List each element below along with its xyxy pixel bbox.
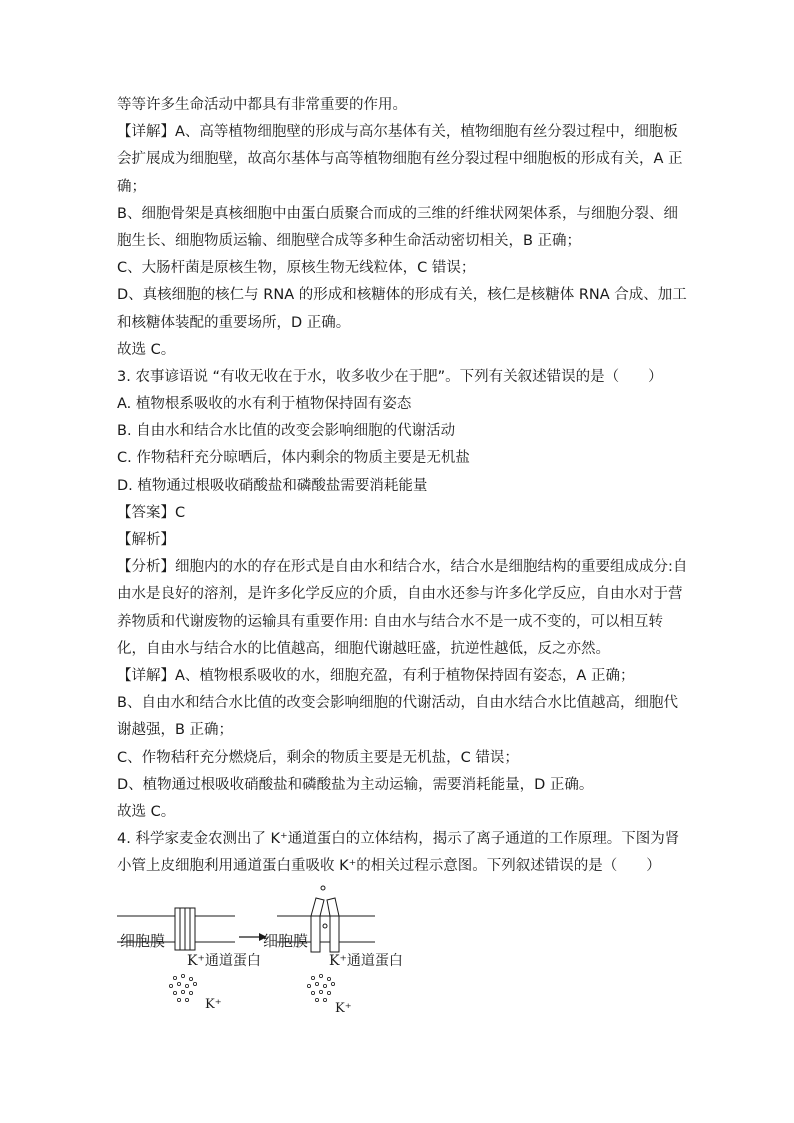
text-line: 【分析】细胞内的水的存在形式是自由水和结合水，结合水是细胞结构的重要组成成分:自: [117, 559, 688, 576]
text-line: 故选 C。: [117, 803, 176, 820]
text-line: 故选 C。: [117, 341, 176, 358]
k-channel-diagram: [117, 880, 417, 1020]
text-line: C、作物秸秆充分燃烧后，剩余的物质主要是无机盐，C 错误；: [117, 749, 519, 766]
question-3-option-b: B. 自由水和结合水比值的改变会影响细胞的代谢活动: [117, 423, 456, 440]
text-line: 由水是良好的溶剂，是许多化学反应的介质，自由水还参与许多化学反应，自由水对于营: [117, 586, 683, 603]
ion-label-left: K⁺: [205, 997, 222, 1012]
analysis-label: 【解析】: [117, 532, 175, 548]
text-line: 会扩展成为细胞壁，故高尔基体与高等植物细胞有丝分裂过程中细胞板的形成有关，A 正: [117, 151, 683, 168]
channel-label-left: K⁺通道蛋白: [187, 953, 261, 969]
text-line: 和核糖体装配的重要场所，D 正确。: [117, 314, 351, 331]
text-line: 【详解】A、高等植物细胞壁的形成与高尔基体有关，植物细胞有丝分裂过程中，细胞板: [117, 124, 678, 141]
text-line: 胞生长、细胞物质运输、细胞壁合成等多种生命活动密切相关，B 正确；: [117, 232, 582, 249]
text-line: C、大肠杆菌是原核生物，原核生物无线粒体，C 错误；: [117, 260, 476, 277]
document-text: [117, 92, 688, 880]
membrane-label-right: 细胞膜: [263, 932, 309, 950]
text-line: 等等许多生命活动中都具有非常重要的作用。: [117, 97, 407, 113]
membrane-label-left: 细胞膜: [120, 932, 166, 950]
text-line: 养物质和代谢废物的运输具有重要作用: 自由水与结合水不是一成不变的，可以相互转: [117, 613, 663, 630]
question-3-stem: 3. 农事谚语说 “有收无收在于水，收多收少在于肥”。下列有关叙述错误的是（ ）: [117, 368, 663, 385]
text-line: 【详解】A、植物根系吸收的水，细胞充盈，有利于植物保持固有姿态，A 正确；: [117, 667, 635, 684]
text-line: 确；: [117, 178, 146, 195]
k-ion-cluster-left: [169, 974, 196, 1001]
ion-label-right: K⁺: [335, 1001, 352, 1016]
question-4-stem: 小管上皮细胞利用通道蛋白重吸收 K⁺的相关过程示意图。下列叙述错误的是（ ）: [117, 858, 661, 875]
text-line: 谢越强，B 正确；: [117, 722, 234, 739]
k-ion-cluster-right: [307, 974, 334, 1001]
text-line: D、真核细胞的核仁与 RNA 的形成和核糖体的形成有关，核仁是核糖体 RNA 合成、加工: [117, 287, 687, 304]
text-line: 化，自由水与结合水的比值越高，细胞代谢越旺盛，抗逆性越低，反之亦然。: [117, 640, 610, 657]
text-line: B、自由水和结合水比值的改变会影响细胞的代谢活动，自由水结合水比值越高，细胞代: [117, 695, 678, 712]
text-line: B、细胞骨架是真核细胞中由蛋白质聚合而成的三维的纤维状网架体系，与细胞分裂、细: [117, 205, 678, 222]
question-3-option-c: C. 作物秸秆充分晾晒后，体内剩余的物质主要是无机盐: [117, 450, 470, 467]
question-3-option-a: A. 植物根系吸收的水有利于植物保持固有姿态: [117, 396, 412, 413]
text-line: D、植物通过根吸收硝酸盐和磷酸盐为主动运输，需要消耗能量，D 正确。: [117, 776, 594, 793]
channel-label-right: K⁺通道蛋白: [329, 953, 403, 969]
answer-label: 【答案】C: [117, 504, 186, 521]
question-4-stem: 4. 科学家麦金农测出了 K⁺通道蛋白的立体结构，揭示了离子通道的工作原理。下图为肾: [117, 831, 680, 848]
question-3-option-d: D. 植物通过根吸收硝酸盐和磷酸盐需要消耗能量: [117, 477, 428, 494]
